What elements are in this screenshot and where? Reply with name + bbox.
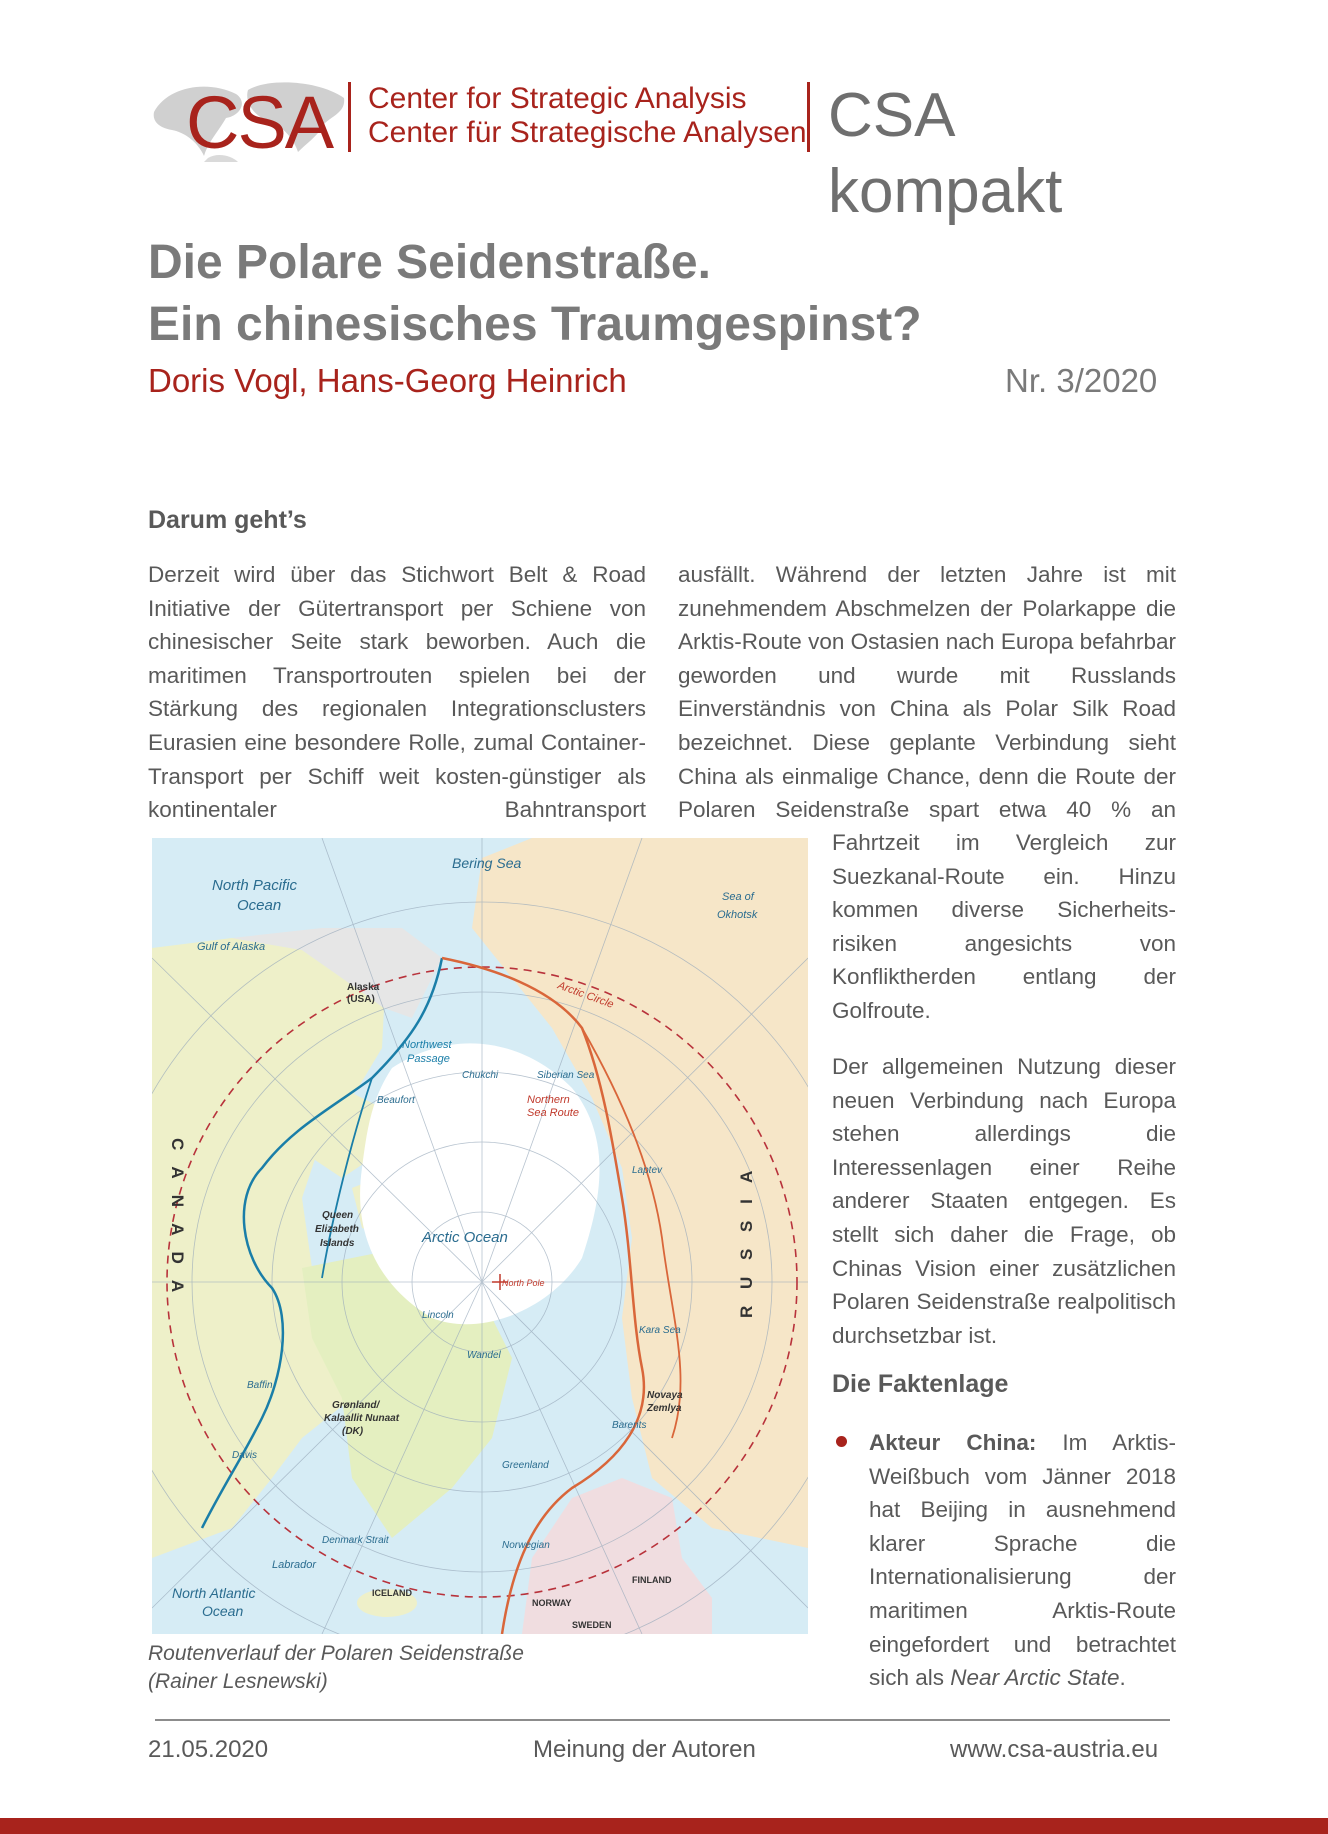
bullet-label: Akteur China: — [869, 1430, 1037, 1455]
authors: Doris Vogl, Hans-Georg Heinrich — [148, 362, 627, 399]
label-davis: Davis — [232, 1450, 258, 1461]
section-heading-darum: Darum geht’s — [148, 506, 307, 534]
label-passage: Passage — [407, 1053, 450, 1065]
body-paragraph-col2-continued: Fahrtzeit im Vergleich zur Suezkanal-Route ein. Hinzu kommen diverse Sicherheits-risiken angesichts von Konfliktherden entlang der Golfroute. — [832, 830, 1176, 1023]
label-barents: Barents — [612, 1420, 647, 1431]
label-arctic-ocean: Arctic Ocean — [422, 1229, 508, 1246]
bullet-body: Im Arktis-Weißbuch vom Jänner 2018 hat Beijing in ausnehmend klarer Sprache die Internationalisierung der maritimen Arktis-Route eingefordert und betrachtet sich als — [869, 1430, 1176, 1691]
series-name: CSA kompakt — [828, 81, 1063, 226]
label-northern-sea-route: Northern — [527, 1094, 570, 1106]
issue-number: Nr. 3/2020 — [1005, 362, 1158, 399]
header-divider — [348, 82, 351, 152]
page-title — [148, 232, 1198, 356]
label-north-atlantic: North Atlantic — [172, 1585, 256, 1601]
label-okhotsk: Okhotsk — [717, 909, 758, 921]
label-sweden: SWEDEN — [572, 1620, 612, 1630]
label-arctic-circle: Arctic Circle — [555, 979, 616, 1011]
label-canada: C A N A D A — [168, 1138, 187, 1299]
label-denmark-strait: Denmark Strait — [322, 1535, 389, 1546]
label-northwest-passage: Northwest — [402, 1039, 452, 1051]
label-ocean-1: Ocean — [237, 897, 282, 914]
label-elizabeth: Elizabeth — [315, 1224, 359, 1235]
bullet-text — [869, 1426, 1176, 1695]
label-sea-route: Sea Route — [527, 1107, 579, 1119]
body-paragraph-col1: Derzeit wird über das Stichwort Belt & Road Initiative der Gütertransport per Schiene von chinesischer Seite stark beworben. Auch die maritimen Transportrouten spielen bei der Stärkung des regionalen Integrationsclusters Eurasien eine besondere Rolle, zumal Container-Transport per Schiff weit kosten-günstiger als kontinentaler Bahntransport — [148, 562, 646, 823]
footer-url-link[interactable]: www.csa-austria.eu — [950, 1736, 1159, 1763]
body-paragraph-col2: ausfällt. Während der letzten Jahre ist mit zunehmendem Abschmelzen der Polarkappe die Arktis-Route von Ostasien nach Europa befahrbar geworden und wurde mit Russlands Einverständnis von China als Polar Silk Road bezeichnet. Diese geplante Verbindung sieht China als einmalige Chance, denn die Route der Polaren Seidenstraße spart etwa 40 % an — [678, 562, 1176, 823]
label-kara-sea: Kara Sea — [639, 1325, 681, 1336]
caption-line-1: Routenverlauf der Polaren Seidenstraße — [148, 1642, 524, 1665]
label-chukchi: Chukchi — [462, 1070, 499, 1081]
label-greenland: Grønland/ — [332, 1400, 380, 1411]
org-name-en: Center for Strategic Analysis — [368, 82, 747, 115]
label-norwegian: Norwegian — [502, 1540, 550, 1551]
label-queen-elizabeth: Queen — [322, 1210, 354, 1221]
bullet-italic: Near Arctic State — [950, 1665, 1120, 1691]
arctic-route-map — [152, 838, 808, 1634]
label-alaska: Alaska — [347, 982, 380, 993]
label-norway: NORWAY — [532, 1598, 572, 1608]
footer-red-band — [0, 1818, 1328, 1834]
label-laptev: Laptev — [632, 1165, 663, 1176]
bullet-end: . — [1119, 1665, 1126, 1691]
section-heading-faktenlage: Die Faktenlage — [832, 1370, 1009, 1398]
header — [148, 72, 1188, 226]
label-russia: R U S S I A — [737, 1164, 756, 1318]
org-name-de: Center für Strategische Analysen — [368, 116, 807, 149]
footer-divider — [155, 1719, 1170, 1721]
label-labrador: Labrador — [272, 1559, 317, 1571]
label-sea-of: Sea of — [722, 891, 754, 903]
label-iceland: ICELAND — [372, 1588, 412, 1598]
title-line-2: Ein chinesisches Traumgespinst? — [148, 298, 922, 351]
label-usa: (USA) — [347, 994, 375, 1005]
csa-logo: CSA — [186, 81, 333, 164]
footer-date: 21.05.2020 — [148, 1736, 269, 1763]
header-divider — [807, 82, 810, 152]
label-dk: (DK) — [342, 1426, 364, 1437]
title-line-1: Die Polare Seidenstraße. — [148, 236, 711, 289]
label-lincoln: Lincoln — [422, 1310, 454, 1321]
caption-line-2: (Rainer Lesnewski) — [148, 1670, 328, 1693]
label-ocean-2: Ocean — [202, 1603, 244, 1619]
label-north-pacific: North Pacific — [212, 877, 298, 894]
footer-note: Meinung der Autoren — [533, 1736, 756, 1763]
label-east-siberian: Siberian Sea — [537, 1070, 595, 1081]
label-beaufort: Beaufort — [377, 1095, 415, 1106]
label-bering-sea: Bering Sea — [452, 855, 522, 871]
label-islands: Islands — [320, 1238, 355, 1249]
body-paragraph-2: Der allgemeinen Nutzung dieser neuen Verbindung nach Europa stehen allerdings die Interessenlagen einer Reihe anderer Staaten entgegen. Es stellt sich daher die Frage, ob Chinas Vision einer zusätzlichen Polaren Seidenstraße realpolitisch durchsetzbar ist. — [832, 1054, 1176, 1348]
label-wandel: Wandel — [467, 1350, 501, 1361]
label-greenland-sea: Greenland — [502, 1460, 549, 1471]
label-baffin: Baffin — [247, 1380, 273, 1391]
map-caption — [148, 1640, 524, 1696]
label-kalaallit: Kalaallit Nunaat — [324, 1413, 400, 1424]
bullet-dot-icon — [836, 1436, 847, 1447]
label-finland: FINLAND — [632, 1575, 672, 1585]
label-gulf-of-alaska: Gulf of Alaska — [197, 941, 266, 953]
label-zemlya: Zemlya — [647, 1403, 682, 1414]
label-north-pole: North Pole — [502, 1278, 545, 1288]
label-novaya: Novaya — [647, 1390, 683, 1401]
organization-names — [368, 82, 807, 150]
